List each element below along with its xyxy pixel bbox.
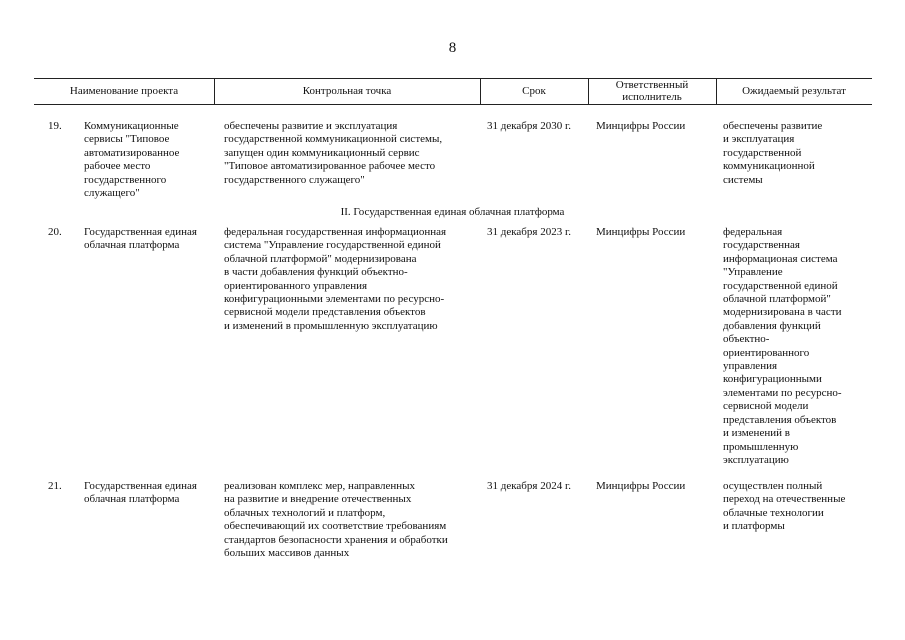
row-project-name: Государственная единая облачная платформа	[84, 480, 197, 506]
section-heading: II. Государственная единая облачная платформа	[340, 206, 565, 218]
row-number: 19.	[48, 120, 62, 132]
row-number: 20.	[48, 226, 62, 238]
row-expected-result: осуществлен полный переход на отечественные облачные технологии и платформы	[723, 480, 846, 533]
row-deadline: 31 декабря 2024 г.	[487, 480, 571, 492]
row-responsible: Минцифры России	[596, 480, 686, 492]
header-responsible: Ответственный исполнитель	[615, 79, 689, 103]
row-checkpoint: федеральная государственная информационная система "Управление государственной единой облачной платформой" модернизирована в части добавления функций объектно- ориентированного управления конфигурационными элементами по ресурсно- сервисной модели представления объектов и изменений в промышленную эксплуатацию	[224, 226, 447, 332]
header-checkpoint: Контрольная точка	[302, 85, 392, 97]
page-number: 8	[448, 40, 457, 56]
row-checkpoint: реализован комплекс мер, направленных на развитие и внедрение отечественных облачных технологий и платформ, обеспечивающий их соответствие требованиям стандартов безопасности хранения и обработки больших массивов данных	[224, 480, 448, 560]
row-responsible: Минцифры России	[596, 120, 686, 132]
row-expected-result: федеральная государственная информационая система "Управление государственной единой облачной платформой" модернизирована в части добавления функций объектно- ориентированного управления конфигурационными элементами по ресурсно- сервисной модели представления объектов и изменений в промышленную эксплуатацию	[723, 226, 842, 466]
row-deadline: 31 декабря 2030 г.	[487, 120, 571, 132]
row-deadline: 31 декабря 2023 г.	[487, 226, 571, 238]
row-project-name: Государственная единая облачная платформа	[84, 226, 197, 252]
row-responsible: Минцифры России	[596, 226, 686, 238]
table-header-rule	[34, 104, 872, 105]
row-project-name: Коммуникационные сервисы "Типовое автоматизированное рабочее место государственного служащего"	[84, 120, 180, 200]
row-checkpoint: обеспечены развитие и эксплуатация государственной коммуникационной системы, запущен один коммуникационный сервис "Типовое автоматизированное рабочее место государственного служащего"	[224, 120, 443, 186]
header-expected-result: Ожидаемый результат	[742, 85, 846, 97]
header-project-name: Наименование проекта	[69, 85, 179, 97]
header-deadline: Срок	[522, 85, 546, 97]
row-number: 21.	[48, 480, 62, 492]
row-expected-result: обеспечены развитие и эксплуатация государственной коммуникационной системы	[723, 120, 823, 186]
